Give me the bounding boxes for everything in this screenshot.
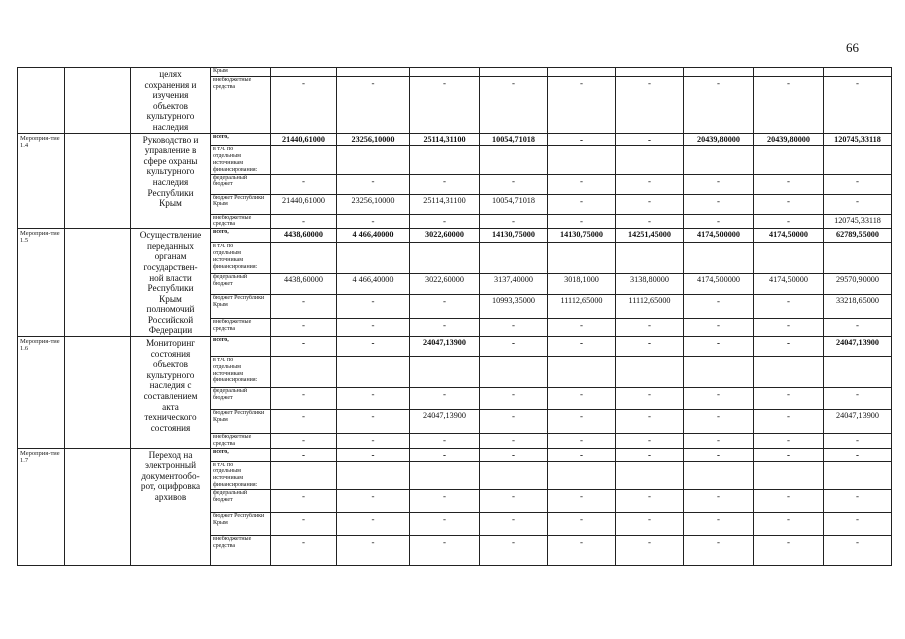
- value-cell: -: [754, 174, 824, 194]
- value-cell: 10054,71018: [480, 133, 548, 146]
- value-cell: -: [616, 512, 684, 535]
- value-cell: -: [337, 295, 410, 319]
- value-cell: 21440,61000: [271, 194, 337, 214]
- source-federal-label: федеральный бюджет: [211, 274, 271, 295]
- event-name-line: состояния: [150, 422, 191, 433]
- value-cell: [337, 68, 410, 77]
- value-cell: 29570,90000: [824, 274, 892, 295]
- value-cell: [684, 243, 754, 274]
- value-cell: [616, 357, 684, 388]
- value-cell: [271, 461, 337, 489]
- value-cell: -: [616, 319, 684, 337]
- value-cell: -: [824, 489, 892, 512]
- value-cell: -: [480, 214, 548, 229]
- value-cell: 10993,35000: [480, 295, 548, 319]
- value-cell: -: [548, 76, 616, 133]
- value-cell: 4174,500000: [684, 229, 754, 243]
- value-cell: 25114,31100: [410, 194, 480, 214]
- value-cell: -: [548, 337, 616, 357]
- value-cell: [410, 357, 480, 388]
- value-cell: -: [337, 535, 410, 565]
- source-extra-label: внебюджетные средства: [211, 535, 271, 565]
- value-cell: -: [410, 295, 480, 319]
- value-cell: -: [548, 434, 616, 449]
- event-name-line: Российской: [147, 314, 194, 325]
- value-cell: -: [548, 512, 616, 535]
- value-cell: -: [824, 388, 892, 410]
- value-cell: -: [271, 174, 337, 194]
- value-cell: -: [754, 489, 824, 512]
- value-cell: -: [410, 448, 480, 461]
- value-cell: 24047,13900: [824, 410, 892, 434]
- value-cell: -: [410, 434, 480, 449]
- event-name-line: сфере охраны: [143, 155, 198, 166]
- value-cell: [480, 243, 548, 274]
- value-cell: 11112,65000: [616, 295, 684, 319]
- source-crimea-label: бюджет Республики Крым: [211, 194, 271, 214]
- value-cell: -: [754, 410, 824, 434]
- value-cell: -: [824, 535, 892, 565]
- budget-table: [17, 67, 892, 566]
- event-name-cell: [131, 68, 211, 134]
- source-incl-label: [211, 146, 271, 174]
- value-cell: 3137,40000: [480, 274, 548, 295]
- value-cell: [337, 146, 410, 174]
- value-cell: -: [754, 319, 824, 337]
- value-cell: -: [684, 512, 754, 535]
- value-cell: -: [548, 535, 616, 565]
- value-cell: -: [684, 535, 754, 565]
- event-name-line: Крым: [159, 198, 182, 209]
- event-name-line: Республики: [147, 187, 194, 198]
- event-number-cell: Мероприя-тие 1.5: [18, 229, 65, 337]
- value-cell: 4438,60000: [271, 274, 337, 295]
- value-cell: -: [337, 388, 410, 410]
- event-name-cell: [131, 337, 211, 449]
- value-cell: [548, 243, 616, 274]
- event-name-line: рот, оцифровка: [140, 481, 201, 492]
- value-cell: -: [548, 319, 616, 337]
- value-cell: 23256,10000: [337, 194, 410, 214]
- value-cell: [410, 146, 480, 174]
- value-cell: 21440,61000: [271, 133, 337, 146]
- value-cell: [480, 68, 548, 77]
- value-cell: [271, 243, 337, 274]
- table-body: [18, 68, 892, 566]
- value-cell: 11112,65000: [548, 295, 616, 319]
- event-name-line: сохранения и: [144, 79, 197, 90]
- value-cell: -: [410, 319, 480, 337]
- source-extra-label: внебюджетные средства: [211, 434, 271, 449]
- blank-cell: [65, 68, 131, 134]
- value-cell: [824, 357, 892, 388]
- value-cell: [754, 146, 824, 174]
- blank-cell: [65, 229, 131, 337]
- event-name-line: Республики: [147, 283, 194, 294]
- source-federal-label: федеральный бюджет: [211, 174, 271, 194]
- value-cell: -: [480, 410, 548, 434]
- source-incl-label: [211, 243, 271, 274]
- event-name-line: составлением: [143, 391, 198, 402]
- value-cell: -: [684, 295, 754, 319]
- event-name-line: Руководство и: [142, 134, 199, 145]
- blank-cell: [65, 133, 131, 229]
- value-cell: [548, 146, 616, 174]
- source-incl-line: отдельным источникам финансирования:: [213, 250, 258, 270]
- value-cell: -: [824, 434, 892, 449]
- value-cell: -: [548, 410, 616, 434]
- event-name-line: культурного: [146, 166, 195, 177]
- value-cell: 24047,13900: [824, 337, 892, 357]
- value-cell: -: [337, 337, 410, 357]
- value-cell: -: [271, 512, 337, 535]
- value-cell: -: [271, 295, 337, 319]
- value-cell: -: [616, 194, 684, 214]
- value-cell: [480, 146, 548, 174]
- value-cell: -: [480, 512, 548, 535]
- value-cell: 4174,50000: [754, 229, 824, 243]
- source-incl-line: отдельным источникам финансирования:: [213, 153, 258, 173]
- event-number-cell: Мероприя-тие 1.7: [18, 448, 65, 565]
- value-cell: -: [824, 512, 892, 535]
- value-cell: [548, 357, 616, 388]
- event-name-line: объектов: [152, 359, 189, 370]
- value-cell: -: [616, 448, 684, 461]
- value-cell: [548, 461, 616, 489]
- value-cell: 24047,13900: [410, 410, 480, 434]
- value-cell: -: [824, 76, 892, 133]
- value-cell: -: [616, 388, 684, 410]
- value-cell: -: [480, 337, 548, 357]
- source-crimea-label: бюджет Республики Крым: [211, 410, 271, 434]
- source-label: внебюджетные средства: [211, 76, 271, 133]
- event-name-line: ной власти: [149, 272, 192, 283]
- value-cell: -: [616, 133, 684, 146]
- value-cell: -: [754, 214, 824, 229]
- value-cell: 14251,45000: [616, 229, 684, 243]
- value-cell: -: [548, 214, 616, 229]
- value-cell: 62789,55000: [824, 229, 892, 243]
- source-extra-label: внебюджетные средства: [211, 214, 271, 229]
- value-cell: [684, 68, 754, 77]
- event-name-line: целях: [159, 69, 182, 79]
- table-row: [18, 337, 892, 357]
- value-cell: -: [548, 174, 616, 194]
- value-cell: -: [616, 76, 684, 133]
- value-cell: -: [271, 388, 337, 410]
- source-total-label: всего,: [211, 448, 271, 461]
- event-name-line: органам: [154, 251, 187, 262]
- event-number-cell: [18, 68, 65, 134]
- value-cell: -: [271, 489, 337, 512]
- value-cell: [684, 461, 754, 489]
- value-cell: -: [684, 448, 754, 461]
- value-cell: -: [616, 489, 684, 512]
- event-name-line: Мониторинг: [145, 338, 196, 349]
- value-cell: -: [684, 410, 754, 434]
- value-cell: [271, 357, 337, 388]
- value-cell: -: [271, 535, 337, 565]
- value-cell: -: [271, 76, 337, 133]
- value-cell: -: [548, 448, 616, 461]
- value-cell: 3018,1000: [548, 274, 616, 295]
- value-cell: 4 466,40000: [337, 229, 410, 243]
- table-row: [18, 133, 892, 146]
- value-cell: -: [548, 133, 616, 146]
- event-name-line: Переход на: [148, 449, 193, 460]
- source-incl-line: отдельным источникам финансирования:: [213, 363, 258, 384]
- source-incl-line: в т.ч. по: [213, 243, 234, 250]
- value-cell: [548, 68, 616, 77]
- event-name-line: объектов: [152, 100, 189, 111]
- value-cell: -: [824, 448, 892, 461]
- value-cell: [271, 146, 337, 174]
- value-cell: 33218,65000: [824, 295, 892, 319]
- value-cell: -: [410, 489, 480, 512]
- value-cell: [616, 146, 684, 174]
- value-cell: -: [410, 535, 480, 565]
- event-name-line: Крым: [159, 293, 182, 304]
- value-cell: -: [824, 174, 892, 194]
- value-cell: 25114,31100: [410, 133, 480, 146]
- value-cell: [824, 243, 892, 274]
- blank-cell: [65, 337, 131, 449]
- value-cell: -: [824, 194, 892, 214]
- value-cell: -: [684, 76, 754, 133]
- value-cell: [271, 68, 337, 77]
- value-cell: -: [480, 388, 548, 410]
- event-name-line: Федерации: [148, 325, 193, 336]
- value-cell: -: [616, 434, 684, 449]
- value-cell: -: [548, 388, 616, 410]
- value-cell: -: [337, 214, 410, 229]
- value-cell: -: [337, 434, 410, 449]
- value-cell: -: [480, 448, 548, 461]
- value-cell: -: [754, 295, 824, 319]
- value-cell: -: [410, 512, 480, 535]
- value-cell: [410, 68, 480, 77]
- value-cell: -: [410, 174, 480, 194]
- table-row: [18, 448, 892, 461]
- value-cell: -: [616, 214, 684, 229]
- event-name-line: переданных: [147, 240, 194, 251]
- value-cell: [480, 357, 548, 388]
- event-number-cell: Мероприя-тие 1.6: [18, 337, 65, 449]
- value-cell: -: [271, 337, 337, 357]
- value-cell: -: [337, 448, 410, 461]
- value-cell: [684, 357, 754, 388]
- source-federal-label: федеральный бюджет: [211, 489, 271, 512]
- value-cell: -: [684, 214, 754, 229]
- source-crimea-label: бюджет Республики Крым: [211, 512, 271, 535]
- source-crimea-label: бюджет Республики Крым: [211, 295, 271, 319]
- event-name-line: наследия: [152, 121, 189, 132]
- event-name-cell: [131, 133, 211, 229]
- value-cell: [754, 68, 824, 77]
- value-cell: [410, 461, 480, 489]
- value-cell: -: [271, 214, 337, 229]
- value-cell: -: [754, 388, 824, 410]
- value-cell: 14130,75000: [480, 229, 548, 243]
- value-cell: -: [480, 76, 548, 133]
- value-cell: [337, 357, 410, 388]
- value-cell: 3022,60000: [410, 274, 480, 295]
- source-incl-label: [211, 461, 271, 489]
- value-cell: 120745,33118: [824, 214, 892, 229]
- event-name-line: культурного: [146, 111, 195, 122]
- value-cell: -: [337, 174, 410, 194]
- value-cell: -: [480, 174, 548, 194]
- value-cell: -: [271, 448, 337, 461]
- value-cell: -: [337, 76, 410, 133]
- value-cell: [480, 461, 548, 489]
- event-name-line: государствен-: [143, 261, 198, 272]
- value-cell: 3022,60000: [410, 229, 480, 243]
- value-cell: 4438,60000: [271, 229, 337, 243]
- value-cell: -: [337, 489, 410, 512]
- source-total-label: всего,: [211, 133, 271, 146]
- value-cell: 4 466,40000: [337, 274, 410, 295]
- value-cell: -: [824, 319, 892, 337]
- event-name-line: культурного: [146, 369, 195, 380]
- value-cell: -: [616, 174, 684, 194]
- event-name-line: управление в: [144, 145, 197, 156]
- value-cell: -: [684, 319, 754, 337]
- value-cell: -: [616, 535, 684, 565]
- event-name-line: электронный: [144, 460, 197, 471]
- table-row: [18, 68, 892, 77]
- value-cell: [410, 243, 480, 274]
- source-federal-label: федеральный бюджет: [211, 388, 271, 410]
- value-cell: -: [337, 512, 410, 535]
- event-name-line: состояния: [150, 348, 191, 359]
- value-cell: -: [548, 194, 616, 214]
- source-total-label: всего,: [211, 229, 271, 243]
- value-cell: [337, 461, 410, 489]
- value-cell: -: [616, 337, 684, 357]
- source-incl-line: отдельным источникам финансирования:: [213, 468, 258, 489]
- value-cell: -: [684, 194, 754, 214]
- value-cell: -: [480, 319, 548, 337]
- value-cell: -: [271, 410, 337, 434]
- value-cell: -: [684, 388, 754, 410]
- value-cell: -: [337, 319, 410, 337]
- page-number: 66: [846, 40, 859, 55]
- source-extra-label: внебюджетные средства: [211, 319, 271, 337]
- value-cell: -: [684, 434, 754, 449]
- value-cell: -: [480, 489, 548, 512]
- event-name-line: акта: [162, 401, 179, 412]
- value-cell: [754, 243, 824, 274]
- value-cell: -: [271, 319, 337, 337]
- value-cell: 14130,75000: [548, 229, 616, 243]
- value-cell: 20439,80000: [754, 133, 824, 146]
- value-cell: [824, 461, 892, 489]
- value-cell: -: [480, 434, 548, 449]
- value-cell: 3138,80000: [616, 274, 684, 295]
- value-cell: [616, 461, 684, 489]
- event-name-line: документообо-: [141, 470, 200, 481]
- event-name-line: архивов: [154, 492, 187, 503]
- value-cell: 20439,80000: [684, 133, 754, 146]
- source-incl-line: в т.ч. по: [213, 461, 234, 468]
- value-cell: -: [480, 535, 548, 565]
- value-cell: -: [754, 512, 824, 535]
- value-cell: 4174,500000: [684, 274, 754, 295]
- value-cell: -: [548, 489, 616, 512]
- event-name-cell: [131, 229, 211, 337]
- value-cell: -: [754, 337, 824, 357]
- value-cell: -: [410, 214, 480, 229]
- value-cell: -: [754, 194, 824, 214]
- value-cell: -: [410, 388, 480, 410]
- value-cell: 23256,10000: [337, 133, 410, 146]
- event-name-line: наследия: [152, 176, 189, 187]
- value-cell: -: [271, 434, 337, 449]
- value-cell: [616, 243, 684, 274]
- value-cell: [616, 68, 684, 77]
- event-number-cell: Мероприя-тие 1.4: [18, 133, 65, 229]
- event-name-line: технического: [144, 412, 197, 423]
- source-incl-label: [211, 357, 271, 388]
- value-cell: 120745,33118: [824, 133, 892, 146]
- value-cell: -: [754, 448, 824, 461]
- value-cell: [754, 461, 824, 489]
- blank-cell: [65, 448, 131, 565]
- source-label: Крым: [211, 68, 271, 77]
- value-cell: -: [337, 410, 410, 434]
- value-cell: [824, 146, 892, 174]
- value-cell: -: [754, 76, 824, 133]
- source-incl-line: в т.ч. по: [213, 357, 234, 364]
- value-cell: [337, 243, 410, 274]
- event-name-line: наследия с: [149, 380, 192, 391]
- value-cell: [824, 68, 892, 77]
- value-cell: 24047,13900: [410, 337, 480, 357]
- value-cell: -: [684, 489, 754, 512]
- value-cell: [754, 357, 824, 388]
- value-cell: -: [754, 535, 824, 565]
- value-cell: 4174,50000: [754, 274, 824, 295]
- table-row: [18, 229, 892, 243]
- value-cell: -: [616, 410, 684, 434]
- value-cell: 10054,71018: [480, 194, 548, 214]
- event-name-line: полномочий: [146, 304, 195, 315]
- event-name-line: изучения: [152, 90, 189, 101]
- value-cell: -: [684, 337, 754, 357]
- value-cell: [684, 146, 754, 174]
- value-cell: -: [754, 434, 824, 449]
- value-cell: -: [410, 76, 480, 133]
- event-name-cell: [131, 448, 211, 565]
- event-name-line: Осуществление: [139, 230, 202, 241]
- value-cell: -: [684, 174, 754, 194]
- source-total-label: всего,: [211, 337, 271, 357]
- source-incl-line: в т.ч. по: [213, 146, 234, 153]
